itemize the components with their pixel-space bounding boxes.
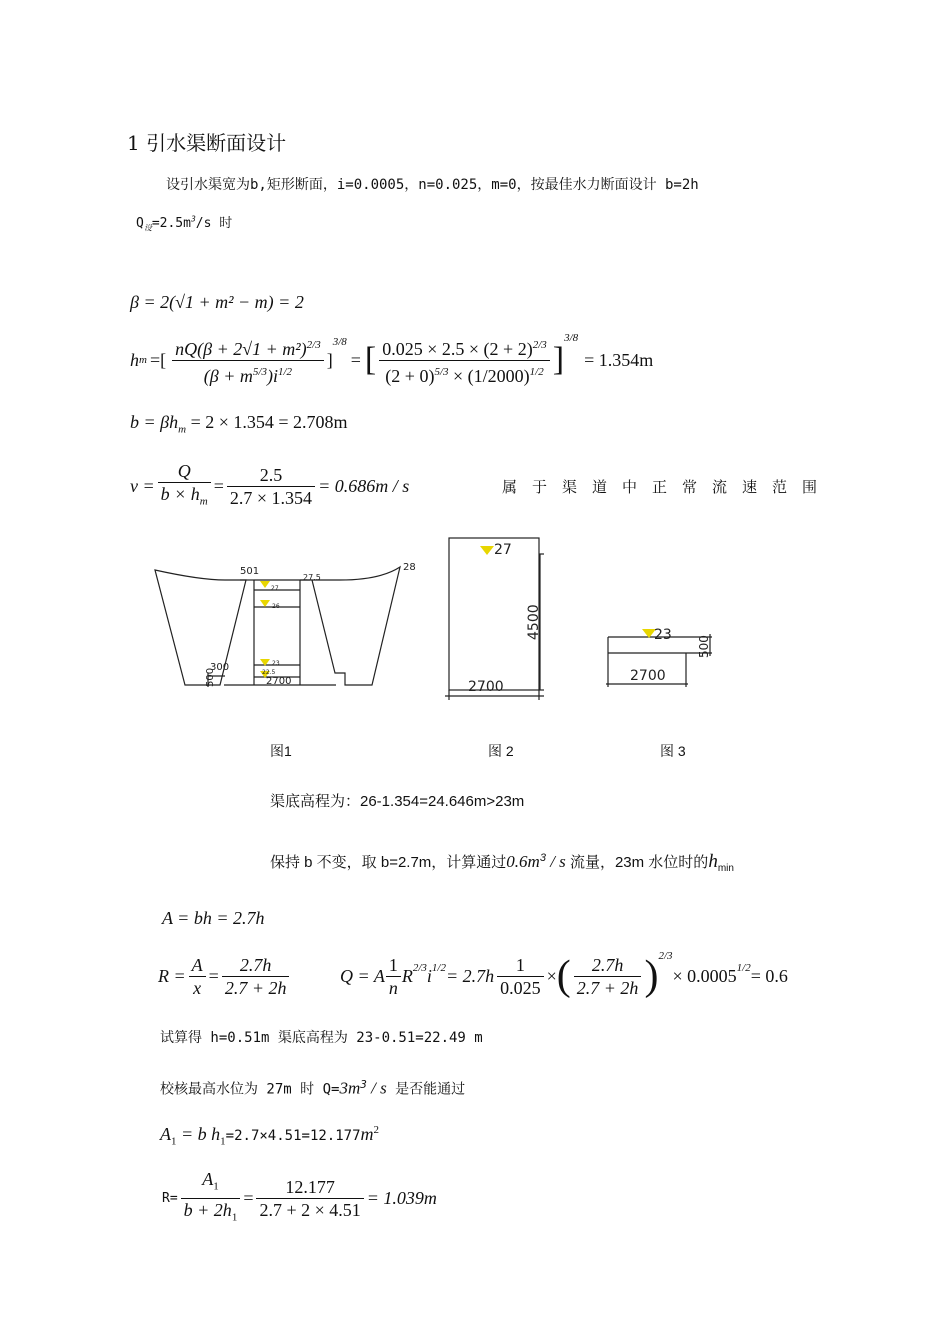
figure-1-cross-section	[150, 555, 420, 695]
v-f2-den: 2.7 × 1.354	[229, 487, 313, 508]
q-tail: × 0.0005	[672, 965, 737, 986]
v-f1-den-sub: m	[199, 495, 208, 508]
fig3-level: 23	[654, 627, 672, 643]
hm-f1-den-exp: 5/3	[252, 365, 267, 378]
r1-fraction-2	[256, 1176, 363, 1221]
check-tail: 是否能通过	[386, 1081, 466, 1098]
fig2-level: 27	[494, 542, 512, 558]
fig3-height: 500	[697, 635, 711, 658]
q-sub: 设	[143, 223, 152, 233]
fig1-label-23: 23	[272, 660, 280, 667]
q-r-exp: 2/3	[412, 962, 427, 974]
q-fraction-2	[497, 954, 544, 999]
fig1-label-26: 26	[272, 603, 280, 610]
r1-f2-den: 2.7 + 2 × 4.51	[259, 1199, 361, 1220]
q-lhs: Q = A	[340, 965, 385, 986]
check-flow	[160, 1078, 465, 1099]
r-fraction-2	[222, 954, 290, 999]
keep-b-flow: 0.6m	[506, 852, 540, 871]
figure-2-section	[440, 535, 555, 705]
equation-r1: R= $\frac{A_1}{b + 2h_1}$ = $\frac{12.177}{2.7 + 2 \times 4.51}$ = 1.039m	[162, 1170, 437, 1226]
check-value: 3m	[339, 1078, 361, 1098]
q-r: R	[401, 965, 413, 986]
r1-f1-num: A	[202, 1168, 214, 1189]
fig1-label-28: 28	[403, 562, 416, 573]
hm-result: = 1.354m	[584, 349, 654, 370]
q-tail: /s 时	[195, 216, 233, 231]
r-fraction-1	[189, 954, 206, 999]
q-fraction-3	[574, 954, 642, 999]
a1-unit-exp: 2	[373, 1124, 380, 1136]
keep-b-h-sub: min	[717, 863, 734, 874]
water-mark-27	[260, 581, 270, 588]
hm-lhs-sub: m	[139, 354, 147, 366]
r-lhs: R =	[158, 965, 186, 986]
q-eq: = 2.7h	[445, 965, 495, 986]
q-f2-den: 0.025	[500, 977, 541, 998]
q-f1-den: n	[388, 977, 398, 998]
keep-b-flow-exp: 3	[539, 852, 546, 864]
v-lhs: v =	[130, 475, 155, 496]
q-f2-num: 1	[497, 954, 544, 977]
water-mark-26	[260, 600, 270, 607]
section-title: 1 引水渠断面设计	[127, 131, 287, 155]
left-trapezoid	[155, 570, 246, 685]
r1-f1-den-sub: 1	[231, 1211, 238, 1224]
r1-f2-num: 12.177	[256, 1176, 363, 1199]
r-f1-den: x	[193, 977, 202, 998]
hm-f1-den: (β + m	[203, 365, 253, 386]
hm-f1-num-exp: 2/3	[306, 338, 321, 351]
q-exp: 3	[190, 214, 196, 224]
fig1-label-225: 22.5	[262, 669, 276, 676]
keep-b-text-2: 流量，23m 水位时的	[565, 854, 709, 871]
fig2-width: 2700	[468, 679, 504, 695]
keep-b-flow-unit: / s	[545, 852, 566, 871]
q-f1-num: 1	[386, 954, 401, 977]
hm-fraction-2	[379, 334, 550, 387]
hm-f2-num: 0.025 × 2.5 × (2 + 2)	[382, 338, 533, 359]
v-fraction-1	[158, 460, 211, 513]
hm-f2-exp: 3/8	[564, 332, 579, 344]
right-trapezoid	[312, 567, 400, 685]
r1-f1-den: b + 2h	[183, 1199, 232, 1220]
b-sub: m	[178, 423, 187, 436]
fig2-height: 4500	[526, 604, 542, 640]
fig2-water-mark	[480, 546, 494, 555]
a1-lhs: A	[160, 1124, 171, 1144]
a1-mid: = b h	[176, 1124, 221, 1144]
q-times: ×	[546, 965, 557, 986]
keep-b-text-1: 保持 b 不变，取 b=2.7m，计算通过	[270, 854, 507, 871]
v-f1-num: Q	[158, 460, 211, 483]
check-text: 校核最高水位为 27m 时 Q=	[160, 1081, 340, 1098]
fig1-label-501: 501	[240, 566, 260, 577]
caption-figure-3: 图 3	[660, 743, 686, 759]
r1-f1-num-sub: 1	[213, 1180, 219, 1193]
hm-f1-exp: 3/8	[332, 336, 347, 348]
keep-b-h: h	[708, 851, 718, 872]
equation-beta: β = 2(√1 + m² − m) = 2	[130, 292, 304, 312]
r1-result: = 1.039m	[366, 1187, 437, 1208]
fig1-label-275: 27.5	[303, 573, 321, 582]
q-symbol: Q	[136, 216, 144, 231]
a1-unit: m	[360, 1124, 374, 1144]
b-rest: = 2 × 1.354 = 2.708m	[186, 412, 348, 432]
fig1-label-500: 500	[205, 667, 216, 687]
hm-f2-den: (2 + 0)	[385, 365, 435, 386]
hm-f2-den-tail-exp: 1/2	[529, 365, 544, 378]
q-f3-den: 2.7 + 2h	[576, 977, 639, 998]
caption-figure-1: 图1	[270, 743, 292, 759]
hm-f2-num-exp: 2/3	[532, 338, 547, 351]
hm-f1-den-tail: )i	[266, 365, 278, 386]
q-tail-exp: 1/2	[736, 962, 751, 974]
equation-b	[130, 412, 348, 436]
caption-figure-2: 图 2	[488, 743, 514, 759]
keep-b-text	[270, 851, 734, 874]
equation-v: v = $\frac{Q}{b \times h_m}$ = $\frac{2.5}{2.7 \times 1.354}$ = 0.686m / s	[130, 460, 409, 512]
fig1-label-27: 27	[271, 585, 279, 592]
hm-fraction-1	[172, 334, 324, 387]
r-f2-den: 2.7 + 2h	[224, 977, 287, 998]
v-f2-num: 2.5	[227, 464, 315, 487]
figure-3-section	[602, 625, 717, 691]
equation-a: A = bh = 2.7h	[162, 908, 265, 928]
fig1-label-2700: 2700	[266, 676, 292, 687]
equation-hm: h m =[ $\frac{nQ(\beta + 2√1 + m^2)^{2/3}}{(\beta + m^{5/3})i^{1/2}}$ ] 3/8 = [ $\frac{0.025 \times 2.5 \times (2 + 2)^{2/3}}{(2 + 0)^{5/3} \times (1/2000)^{1/2}}$ ] $^{3/8}$ = 1.354m	[130, 332, 654, 386]
fig3-width: 2700	[630, 668, 666, 684]
a1-rest: =2.7×4.51=12.177	[225, 1128, 361, 1144]
hm-lhs: h	[130, 349, 139, 370]
q-fraction-1	[386, 954, 401, 999]
r1-lhs: R=	[162, 1190, 178, 1206]
r1-fraction-1	[181, 1168, 241, 1228]
trial-result: 试算得 h=0.51m 渠底高程为 23-0.51=22.49 m	[160, 1030, 483, 1046]
b-lhs: b = βh	[130, 412, 179, 432]
r-f2-num: 2.7h	[222, 954, 290, 977]
r-f1-num: A	[189, 954, 206, 977]
v-f1-den: b × h	[160, 483, 200, 504]
q-i: i	[426, 965, 432, 986]
q-i-exp: 1/2	[431, 962, 446, 974]
velocity-note: 属于渠道中正常流速范围	[502, 478, 833, 496]
check-value-exp: 3	[360, 1078, 367, 1091]
intro-line-1: 设引水渠宽为b,矩形断面，i=0.0005，n=0.025，m=0，按最佳水力断面设计 b=2h	[166, 177, 699, 193]
hm-f1-num: nQ(β + 2√1 + m²)	[175, 338, 307, 359]
q-value: =2.5m	[151, 216, 191, 231]
equation-a1	[160, 1124, 379, 1148]
v-fraction-2	[227, 464, 315, 509]
hm-f2-den-tail: × (1/2000)	[448, 365, 530, 386]
equation-r: R = $\frac{A}{x}$ = $\frac{2.7h}{2.7 + 2h}$	[158, 948, 292, 1004]
q-f3-exp: 2/3	[658, 950, 673, 962]
a1-lhs-sub: 1	[171, 1135, 177, 1148]
intro-line-2	[136, 212, 232, 234]
hm-f1-den-i-exp: 1/2	[277, 365, 293, 378]
bed-elevation-text: 渠底高程为：26-1.354=24.646m>23m	[270, 793, 525, 810]
v-result: = 0.686m / s	[318, 475, 410, 496]
fig1-label-300: 300	[210, 662, 230, 673]
a1-mid-sub: 1	[220, 1135, 226, 1148]
check-unit: / s	[366, 1078, 387, 1098]
equation-q: Q = A $\frac{1}{n}$ R $^{2/3}$ i $^{1/2}$ = 2.7h $\frac{1}{0.025}$ × ( $\frac{2.7h}{2.7 + 2h}$ ) $^{2/3}$ × 0.0005 $^{1/2}$ = 0.6	[340, 950, 788, 999]
hm-f2-den-exp: 5/3	[434, 365, 449, 378]
q-f3-num: 2.7h	[574, 954, 642, 977]
q-result: = 0.6	[750, 965, 788, 986]
